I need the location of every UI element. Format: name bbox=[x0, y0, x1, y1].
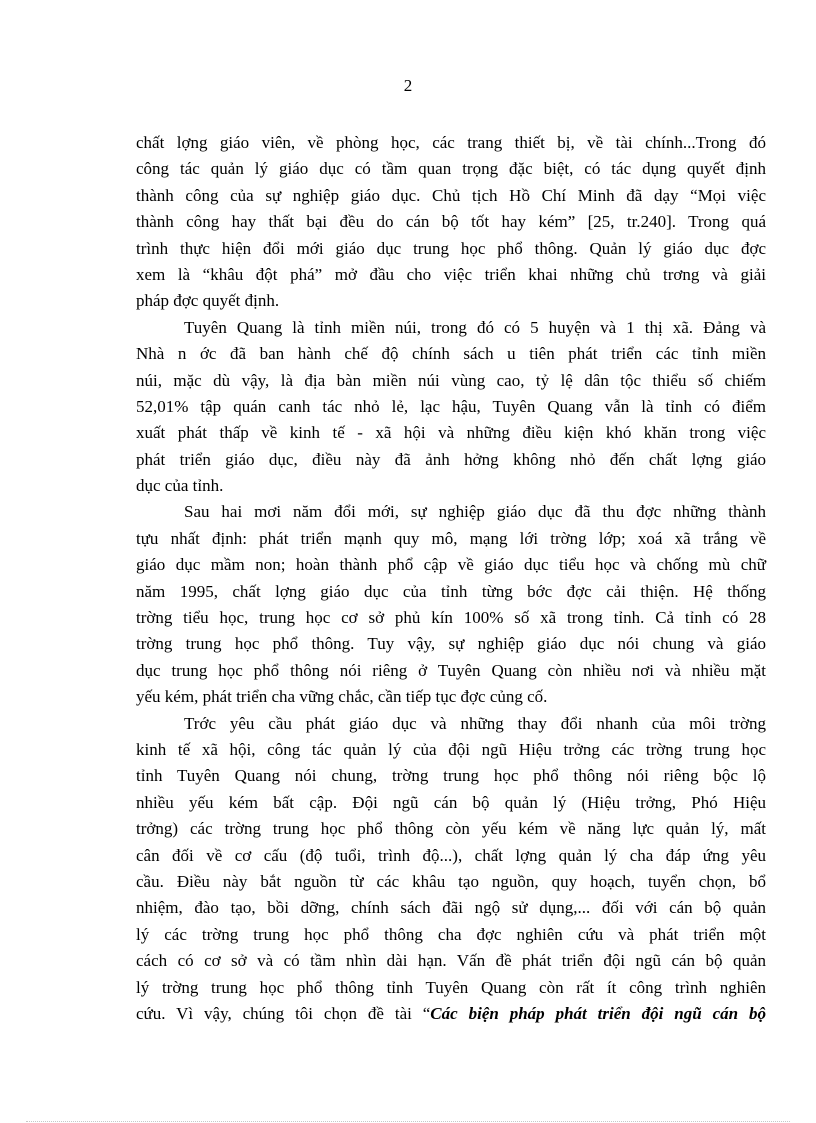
text-line: nhiều yếu kém bất cập. Đội ngũ cán bộ quản lý (Hiệu trởng, Phó Hiệu bbox=[136, 792, 766, 812]
paragraph-end-line: pháp đợc quyết định. bbox=[136, 291, 280, 311]
text-line: Nhà n ớc đã ban hành chế độ chính sách u tiên phát triển các tỉnh miền bbox=[136, 344, 766, 364]
paragraph-first-line: Sau hai mơi năm đổi mới, sự nghiệp giáo dục đã thu đợc những thành bbox=[184, 502, 766, 522]
text-line: thành công của sự nghiệp giáo dục. Chủ tịch Hồ Chí Minh đã dạy “Mọi việc bbox=[136, 185, 766, 205]
body-text bbox=[136, 130, 766, 1027]
text-line: thành công hay thất bại đều do cán bộ tốt hay kém” [25, tr.240]. Trong quá bbox=[136, 212, 766, 232]
text-line: 52,01% tập quán canh tác nhỏ lẻ, lạc hậu, Tuyên Quang vẫn là tỉnh có điểm bbox=[136, 396, 766, 416]
text-line: giáo dục mầm non; hoàn thành phổ cập về giáo dục tiểu học và chống mù chữ bbox=[136, 555, 766, 575]
page-bottom-divider bbox=[26, 1121, 790, 1122]
text-line: năm 1995, chất lợng giáo dục của tỉnh từng bớc đợc cải thiện. Hệ thống bbox=[136, 581, 766, 601]
text-line: cân đối về cơ cấu (độ tuổi, trình độ...), chất lợng quản lý cha đáp ứng yêu bbox=[136, 845, 766, 865]
text-line: tựu nhất định: phát triển mạnh quy mô, mạng lới trờng lớp; xoá xã trắng về bbox=[136, 528, 766, 548]
text-line: dục trung học phổ thông nói riêng ở Tuyên Quang còn nhiều nơi và nhiều mặt bbox=[136, 660, 766, 680]
text-line: núi, mặc dù vậy, là địa bàn miền núi vùng cao, tỷ lệ dân tộc thiểu số chiếm bbox=[136, 370, 766, 390]
text-line: tỉnh Tuyên Quang nói chung, trờng trung học phổ thông nói riêng bộc lộ bbox=[136, 766, 766, 786]
text-line: lý các trờng trung học phổ thông cha đợc nghiên cứu và phát triển một bbox=[136, 924, 766, 944]
text-line: xuất phát thấp về kinh tế - xã hội và những điều kiện khó khăn trong việc bbox=[136, 423, 766, 443]
paragraph-end-line: yếu kém, phát triển cha vững chắc, cần tiếp tục đợc củng cố. bbox=[136, 687, 548, 707]
text-line: chất lợng giáo viên, về phòng học, các trang thiết bị, về tài chính...Trong đó bbox=[136, 133, 766, 152]
text-line: cầu. Điều này bắt nguồn từ các khâu tạo nguồn, quy hoạch, tuyển chọn, bổ bbox=[136, 871, 766, 891]
text-line: kinh tế xã hội, công tác quản lý của đội ngũ Hiệu trởng các trờng trung học bbox=[136, 739, 766, 759]
paragraph-first-line: Tuyên Quang là tỉnh miền núi, trong đó có 5 huyện và 1 thị xã. Đảng và bbox=[184, 317, 766, 337]
text-line: trờng tiểu học, trung học cơ sở phủ kín 100% số xã trong tỉnh. Cả tỉnh có 28 bbox=[136, 608, 766, 628]
text-line-with-title bbox=[136, 1001, 766, 1027]
page-number: 2 bbox=[403, 76, 413, 95]
text-line: nhiệm, đào tạo, bồi dỡng, chính sách đãi ngộ sử dụng,... đối với cán bộ quản bbox=[136, 898, 766, 918]
text-line: trờng trung học phổ thông. Tuy vậy, sự nghiệp giáo dục nói chung và giáo bbox=[136, 634, 766, 654]
line-text: cứu. Vì vậy, chúng tôi chọn đề tài “ bbox=[136, 1003, 431, 1023]
text-line: trình thực hiện đổi mới giáo dục trung học phổ thông. Quản lý giáo dục đợc bbox=[136, 238, 766, 258]
text-line: lý trờng trung học phổ thông tỉnh Tuyên Quang còn rất ít công trình nghiên bbox=[136, 977, 766, 997]
text-line: cách có cơ sở và có tầm nhìn dài hạn. Vấn đề phát triển đội ngũ cán bộ quản bbox=[136, 951, 766, 971]
text-line: trởng) các trờng trung học phổ thông còn yếu kém về năng lực quản lý, mất bbox=[136, 819, 766, 839]
text-line: xem là “khâu đột phá” mở đầu cho việc triển khai những chủ trơng và giải bbox=[136, 264, 766, 284]
paragraph-first-line: Trớc yêu cầu phát giáo dục và những thay đổi nhanh của môi trờng bbox=[184, 713, 766, 733]
paragraph-end-line: dục của tỉnh. bbox=[136, 476, 224, 496]
text-line: công tác quản lý giáo dục có tầm quan trọng đặc biệt, có tác dụng quyết định bbox=[136, 159, 766, 179]
text-line: phát triển giáo dục, điều này đã ảnh hởng không nhỏ đến chất lợng giáo bbox=[136, 449, 766, 469]
thesis-title-emphasis: Các biện pháp phát triển đội ngũ cán bộ bbox=[430, 1003, 767, 1023]
